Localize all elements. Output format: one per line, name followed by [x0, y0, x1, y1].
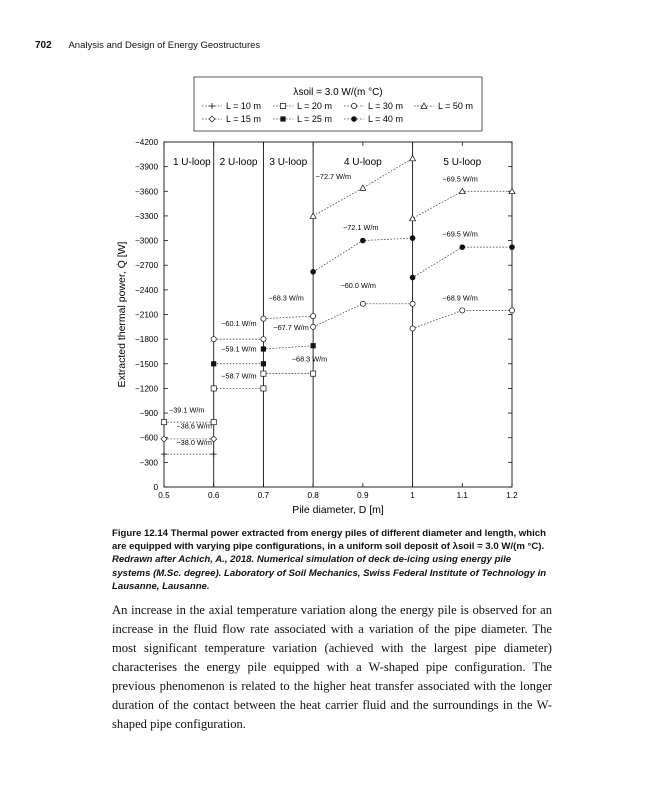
region-label: 5 U-loop — [443, 157, 482, 168]
legend-entry: L = 25 m — [297, 114, 332, 124]
data-point — [310, 213, 316, 218]
data-point — [211, 386, 216, 391]
data-point — [161, 451, 167, 457]
legend-entry: L = 40 m — [368, 114, 403, 124]
data-point — [161, 420, 166, 425]
running-title: Analysis and Design of Energy Geostructures — [68, 40, 261, 51]
data-point — [311, 343, 316, 348]
y-tick-label: −600 — [139, 433, 158, 443]
data-point — [261, 371, 266, 376]
slope-annotation: −60.0 W/m — [340, 281, 376, 291]
data-point — [509, 244, 515, 250]
region-label: 2 U-loop — [219, 157, 258, 168]
slope-annotation: −58.7 W/m — [221, 371, 257, 381]
y-tick-label: 0 — [153, 483, 158, 492]
y-axis-label: Extracted thermal power, Q̇ [W] — [116, 241, 128, 388]
data-point — [261, 316, 266, 321]
slope-annotation: −69.5 W/m — [442, 229, 478, 239]
legend-entry: L = 15 m — [226, 114, 261, 124]
series-line — [164, 371, 313, 422]
y-tick-label: −2700 — [135, 261, 158, 271]
caption-text: Thermal power extracted from energy piles of different diameter and length, which are equipped with varying pipe configurations, in a uniform soil deposit of λsoil = 3.0 W/(m °C). — [112, 528, 546, 553]
y-tick-label: −2400 — [135, 285, 158, 295]
data-point — [261, 337, 266, 342]
y-tick-label: −900 — [139, 409, 158, 419]
data-point — [460, 308, 465, 313]
y-tick-label: −1200 — [135, 384, 158, 394]
legend-marker — [280, 103, 285, 108]
slope-annotation: −72.1 W/m — [342, 222, 379, 232]
page-number: 702 — [35, 40, 52, 51]
legend-entry: L = 10 m — [226, 101, 261, 111]
slope-annotation: −60.1 W/m — [221, 319, 257, 328]
data-point — [211, 337, 216, 342]
data-point — [211, 451, 217, 457]
x-tick-label: 0.7 — [257, 491, 270, 500]
y-tick-label: −3300 — [135, 211, 158, 221]
data-point — [360, 238, 366, 244]
slope-annotation: −38.6 W/m — [176, 421, 212, 431]
y-tick-label: −300 — [139, 458, 158, 468]
data-point — [261, 346, 266, 351]
data-point — [410, 215, 416, 220]
legend-entry: L = 30 m — [368, 101, 403, 111]
chart-axes — [115, 138, 518, 516]
x-tick-label: 1 — [410, 491, 415, 500]
figure-caption — [112, 527, 552, 593]
y-tick-label: −4200 — [135, 138, 158, 147]
legend-entry: L = 50 m — [438, 101, 473, 111]
legend-marker — [351, 116, 357, 122]
caption-source: Redrawn after Achich, A., 2018. Numerical simulation of deck de-icing using energy pile systems (M.Sc. degree). Laboratory of Soil Mechanics, Swiss Federal Institute of Technology in Lausanne, Lausanne. — [112, 554, 547, 592]
data-point — [459, 244, 465, 250]
data-point — [311, 324, 316, 329]
slope-annotation: −39.1 W/m — [168, 405, 205, 415]
data-point — [410, 235, 416, 241]
slope-annotation: −59.1 W/m — [221, 344, 257, 354]
region-label: 1 U-loop — [172, 157, 211, 168]
slope-annotation: −72.7 W/m — [315, 171, 352, 181]
y-tick-label: −2100 — [135, 310, 158, 320]
data-point — [410, 326, 415, 331]
x-tick-label: 0.9 — [357, 491, 369, 500]
caption-label: Figure 12.14 — [112, 528, 168, 539]
series-50m — [310, 155, 515, 220]
legend-marker — [280, 116, 285, 121]
slope-annotation: −38.0 W/m — [176, 438, 212, 448]
data-point — [410, 301, 415, 306]
x-tick-label: 0.6 — [208, 491, 220, 500]
series-line — [214, 304, 512, 339]
series-10m — [161, 451, 217, 457]
data-point — [459, 188, 465, 193]
body-paragraph: An increase in the axial temperature variation along the energy pile is observed for an increase in the fluid flow rate associated with a variation of the pipe diameter. The most significant temperature variation (achieved with the largest pipe diameter) characterises the energy pile equipped with a W-shaped pipe configuration. The previous phenomenon is related to the higher heat transfer associated with the longer duration of the contact between the heat carrier fluid and the surroundings in the W-shaped pipe configuration. — [112, 603, 552, 731]
y-tick-label: −3000 — [135, 236, 158, 246]
data-point — [360, 185, 366, 190]
data-point — [310, 269, 316, 275]
x-tick-label: 0.8 — [307, 491, 319, 500]
legend — [194, 77, 482, 131]
data-point — [410, 275, 416, 281]
x-axis-label: Pile diameter, D [m] — [292, 504, 384, 516]
u-loop-regions — [173, 142, 482, 487]
data-point — [211, 361, 216, 366]
x-tick-label: 0.5 — [158, 491, 170, 500]
data-point — [261, 361, 266, 366]
data-point — [261, 386, 266, 391]
data-point — [410, 155, 416, 160]
legend-marker — [351, 103, 356, 108]
legend-entry: L = 20 m — [297, 101, 332, 111]
slope-annotation: −68.3 W/m — [291, 354, 328, 364]
data-point — [311, 371, 316, 376]
data-point — [509, 308, 514, 313]
slope-annotation: −67.7 W/m — [273, 323, 309, 333]
data-point — [161, 436, 167, 442]
slope-annotation: −68.9 W/m — [442, 293, 478, 303]
y-tick-label: −1500 — [135, 359, 158, 369]
chart-annotations — [169, 172, 478, 447]
slope-annotation: −69.5 W/m — [442, 174, 478, 184]
data-point — [360, 301, 365, 306]
legend-title: λsoil = 3.0 W/(m °C) — [293, 87, 383, 98]
slope-annotation: −68.3 W/m — [268, 293, 304, 303]
x-tick-label: 1.1 — [456, 491, 468, 500]
region-label: 3 U-loop — [269, 157, 308, 168]
region-label: 4 U-loop — [343, 157, 382, 168]
x-tick-label: 1.2 — [506, 491, 518, 500]
y-tick-label: −3600 — [135, 187, 158, 197]
y-tick-label: −1800 — [135, 335, 158, 345]
data-point — [311, 314, 316, 319]
y-tick-label: −3900 — [135, 162, 158, 172]
